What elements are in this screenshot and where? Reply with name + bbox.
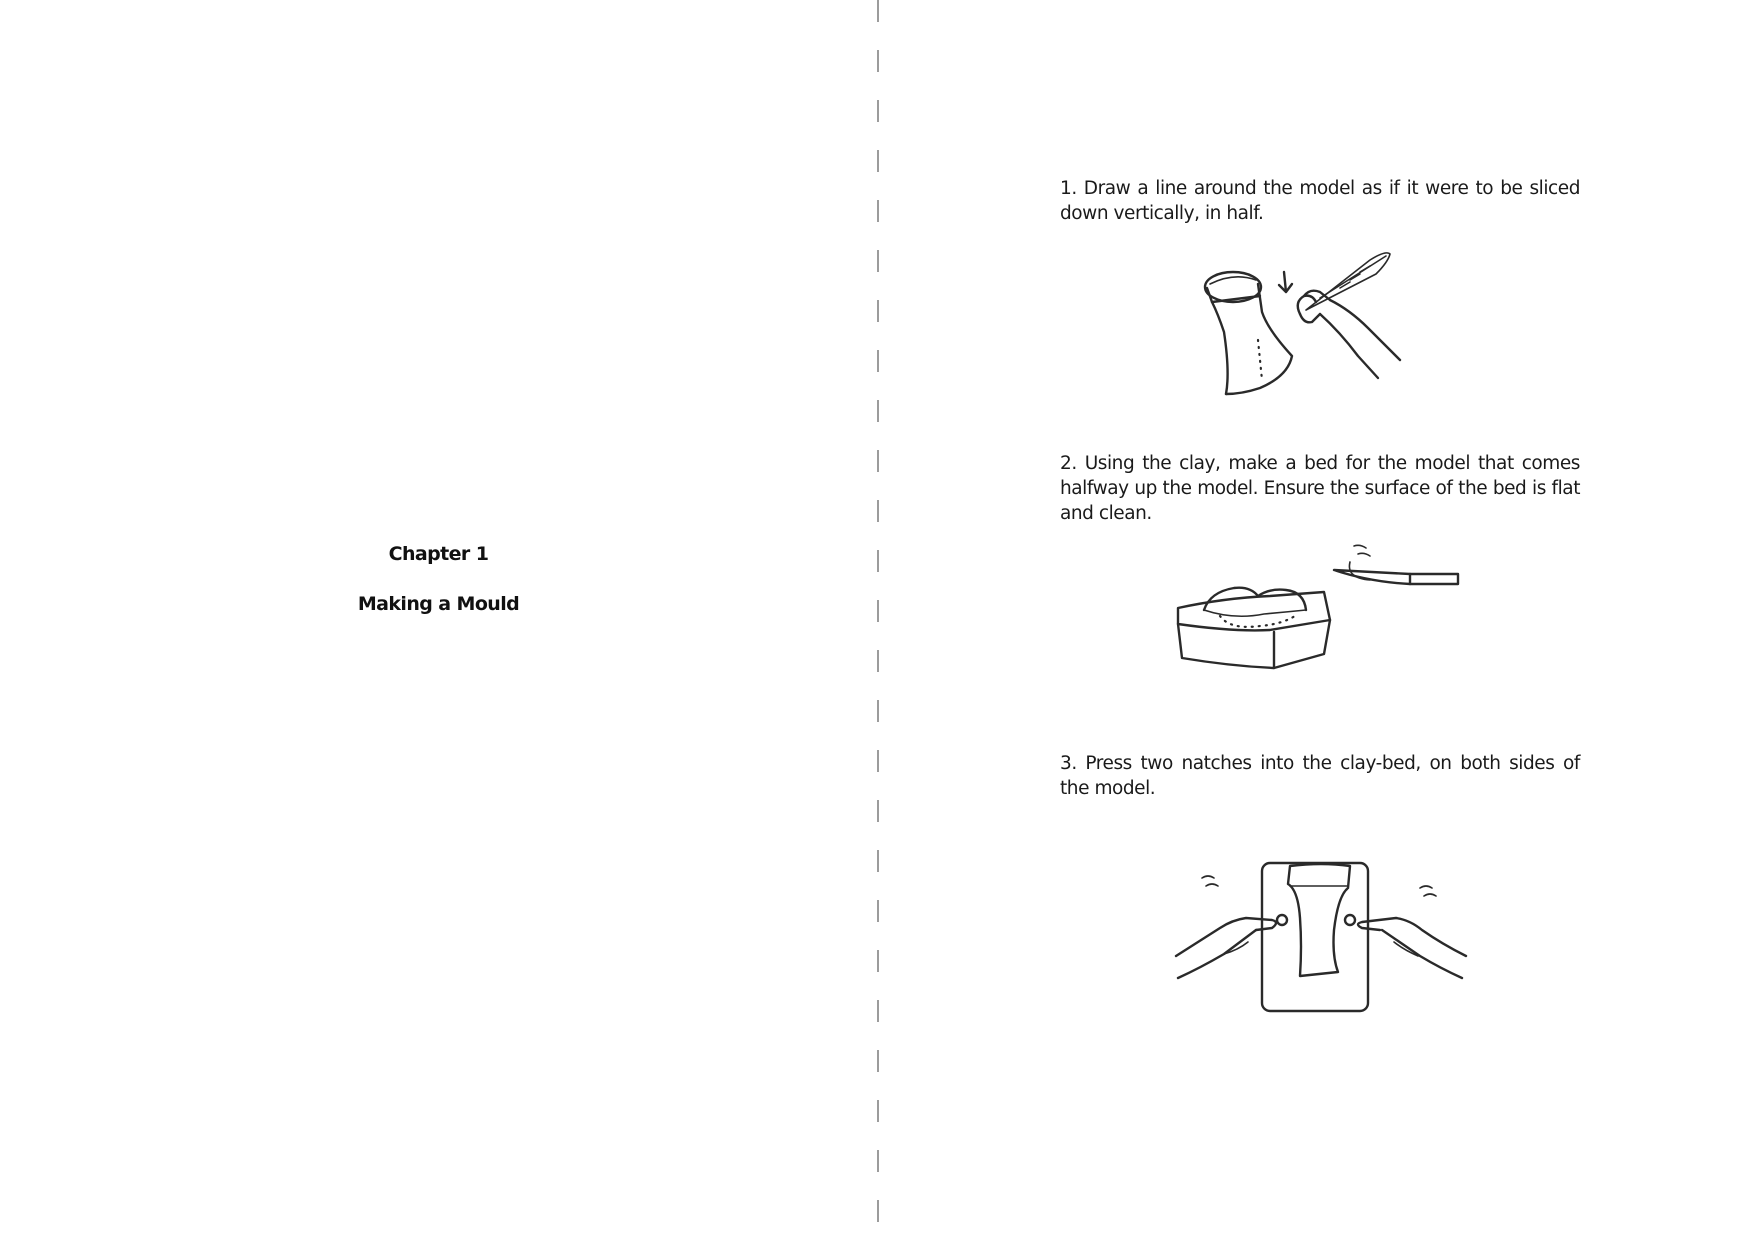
right-page <box>882 0 1754 1241</box>
chapter-label: Chapter 1 <box>388 543 489 565</box>
pen-drawing-line-on-model-icon <box>1200 252 1410 402</box>
clay-bed-and-knife-icon <box>1174 540 1464 670</box>
chapter-title: Making a Mould <box>357 593 520 615</box>
step-2-text: 2. Using the clay, make a bed for the model that comes halfway up the model. Ensure the surface of the bed is flat and clean. <box>1060 453 1580 524</box>
hands-pressing-natches-icon <box>1172 860 1472 1015</box>
page-fold-divider <box>877 0 879 1241</box>
step-3-text: 3. Press two natches into the clay-bed, on both sides of the model. <box>1060 753 1580 799</box>
step-1-text: 1. Draw a line around the model as if it were to be sliced down vertically, in half. <box>1060 178 1580 224</box>
